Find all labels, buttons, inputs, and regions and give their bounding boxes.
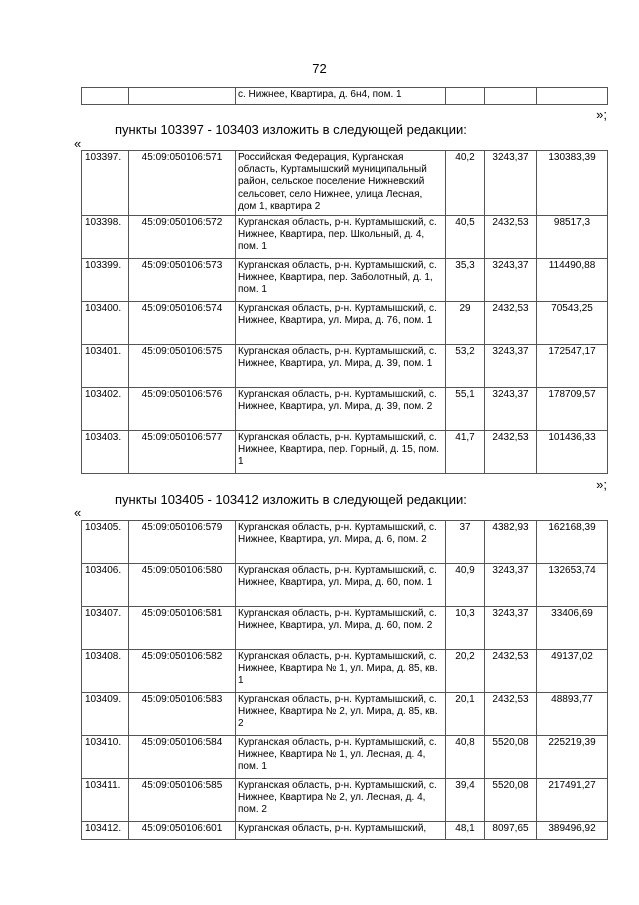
cell-value: 132653,74 <box>537 564 608 607</box>
cell-area: 40,5 <box>446 216 485 259</box>
cell-address: Курганская область, р-н. Куртамышский, с. Нижнее, Квартира, пер. Горный, д. 15, пом. 1 <box>236 431 446 474</box>
cell-address: Курганская область, р-н. Куртамышский, с. Нижнее, Квартира, пер. Заболотный, д. 1, пом. 1 <box>236 259 446 302</box>
cell-area: 39,4 <box>446 779 485 822</box>
table-row <box>82 650 608 693</box>
table-row <box>82 259 608 302</box>
cell-cadastral: 45:09:050106:571 <box>129 151 236 216</box>
cell-area: 37 <box>446 521 485 564</box>
cell-number: 103409. <box>82 693 129 736</box>
cell-rate: 2432,53 <box>485 693 537 736</box>
cell-cadastral: 45:09:050106:580 <box>129 564 236 607</box>
cell-area: 40,8 <box>446 736 485 779</box>
cell-rate: 2432,53 <box>485 302 537 345</box>
cell-rate: 3243,37 <box>485 151 537 216</box>
cell-cadastral: 45:09:050106:576 <box>129 388 236 431</box>
table-row <box>82 88 608 105</box>
table-row <box>82 345 608 388</box>
cell-address: Курганская область, р-н. Куртамышский, с. Нижнее, Квартира № 1, ул. Лесная, д. 4, пом. 1 <box>236 736 446 779</box>
cell-number: 103402. <box>82 388 129 431</box>
cell-address: Курганская область, р-н. Куртамышский, с. Нижнее, Квартира, ул. Мира, д. 60, пом. 1 <box>236 564 446 607</box>
cell-value: 130383,39 <box>537 151 608 216</box>
table-row <box>82 693 608 736</box>
cell-address: Курганская область, р-н. Куртамышский, с. Нижнее, Квартира, ул. Мира, д. 60, пом. 2 <box>236 607 446 650</box>
cell-cadastral: 45:09:050106:574 <box>129 302 236 345</box>
opening-quote: « <box>74 136 82 151</box>
closing-quote: »; <box>596 107 607 122</box>
cell-address: Курганская область, р-н. Куртамышский, с. Нижнее, Квартира, ул. Мира, д. 39, пом. 2 <box>236 388 446 431</box>
top-fragment-table <box>81 87 608 105</box>
cell-cadastral <box>129 88 236 105</box>
cell-area: 20,1 <box>446 693 485 736</box>
cell-address: Курганская область, р-н. Куртамышский, с. Нижнее, Квартира № 1, ул. Мира, д. 85, кв. 1 <box>236 650 446 693</box>
cell-value: 162168,39 <box>537 521 608 564</box>
cell-rate: 3243,37 <box>485 345 537 388</box>
cell-area: 29 <box>446 302 485 345</box>
cell-number: 103403. <box>82 431 129 474</box>
cell-cadastral: 45:09:050106:601 <box>129 822 236 840</box>
cell-area: 20,2 <box>446 650 485 693</box>
cell-address: Курганская область, р-н. Куртамышский, с. Нижнее, Квартира № 2, ул. Мира, д. 85, кв. 2 <box>236 693 446 736</box>
cell-number: 103411. <box>82 779 129 822</box>
cell-rate: 3243,37 <box>485 564 537 607</box>
registry-table <box>81 150 608 474</box>
cell-value: 70543,25 <box>537 302 608 345</box>
cell-address: Курганская область, р-н. Куртамышский, с. Нижнее, Квартира, ул. Мира, д. 6, пом. 2 <box>236 521 446 564</box>
cell-rate: 4382,93 <box>485 521 537 564</box>
table-row <box>82 521 608 564</box>
cell-cadastral: 45:09:050106:583 <box>129 693 236 736</box>
table-row <box>82 302 608 345</box>
table-row <box>82 822 608 840</box>
cell-address: Курганская область, р-н. Куртамышский, с. Нижнее, Квартира № 2, ул. Лесная, д. 4, пом. 2 <box>236 779 446 822</box>
table-row <box>82 607 608 650</box>
closing-quote: »; <box>596 477 607 492</box>
section-instruction: пункты 103397 - 103403 изложить в следующей редакции: <box>115 122 467 137</box>
cell-cadastral: 45:09:050106:575 <box>129 345 236 388</box>
cell-area: 40,2 <box>446 151 485 216</box>
table-row <box>82 151 608 216</box>
cell-rate: 5520,08 <box>485 779 537 822</box>
cell-number <box>82 88 129 105</box>
cell-area: 10,3 <box>446 607 485 650</box>
cell-value: 48893,77 <box>537 693 608 736</box>
table-row <box>82 216 608 259</box>
cell-cadastral: 45:09:050106:584 <box>129 736 236 779</box>
cell-rate: 8097,65 <box>485 822 537 840</box>
cell-address: Курганская область, р-н. Куртамышский, с. Нижнее, Квартира, пер. Школьный, д. 4, пом. 1 <box>236 216 446 259</box>
cell-number: 103407. <box>82 607 129 650</box>
cell-area: 53,2 <box>446 345 485 388</box>
cell-address: Курганская область, р-н. Куртамышский, с. Нижнее, Квартира, ул. Мира, д. 39, пом. 1 <box>236 345 446 388</box>
table-row <box>82 736 608 779</box>
cell-number: 103408. <box>82 650 129 693</box>
cell-address: Российская Федерация, Курганская область, Куртамышский муниципальный район, сельское поселение Нижневский сельсовет, село Нижнее, улица Лесная, дом 1, квартира 2 <box>236 151 446 216</box>
cell-value: 172547,17 <box>537 345 608 388</box>
cell-number: 103410. <box>82 736 129 779</box>
cell-area <box>446 88 485 105</box>
cell-area: 35,3 <box>446 259 485 302</box>
cell-rate: 2432,53 <box>485 650 537 693</box>
registry-table <box>81 520 608 840</box>
cell-area: 41,7 <box>446 431 485 474</box>
cell-value: 178709,57 <box>537 388 608 431</box>
cell-value: 49137,02 <box>537 650 608 693</box>
table-row <box>82 564 608 607</box>
cell-value: 114490,88 <box>537 259 608 302</box>
cell-rate <box>485 88 537 105</box>
page-number: 72 <box>312 61 327 76</box>
cell-number: 103397. <box>82 151 129 216</box>
cell-number: 103405. <box>82 521 129 564</box>
cell-number: 103400. <box>82 302 129 345</box>
cell-number: 103406. <box>82 564 129 607</box>
cell-address: с. Нижнее, Квартира, д. 6н4, пом. 1 <box>236 88 446 105</box>
cell-value: 389496,92 <box>537 822 608 840</box>
cell-cadastral: 45:09:050106:579 <box>129 521 236 564</box>
cell-number: 103399. <box>82 259 129 302</box>
cell-value: 217491,27 <box>537 779 608 822</box>
section-instruction: пункты 103405 - 103412 изложить в следующей редакции: <box>115 492 467 507</box>
cell-value: 33406,69 <box>537 607 608 650</box>
cell-rate: 5520,08 <box>485 736 537 779</box>
cell-value <box>537 88 608 105</box>
cell-address: Курганская область, р-н. Куртамышский, с. Нижнее, Квартира, ул. Мира, д. 76, пом. 1 <box>236 302 446 345</box>
cell-area: 48,1 <box>446 822 485 840</box>
cell-value: 101436,33 <box>537 431 608 474</box>
cell-cadastral: 45:09:050106:572 <box>129 216 236 259</box>
cell-cadastral: 45:09:050106:577 <box>129 431 236 474</box>
cell-number: 103412. <box>82 822 129 840</box>
cell-rate: 2432,53 <box>485 216 537 259</box>
cell-rate: 3243,37 <box>485 259 537 302</box>
cell-rate: 2432,53 <box>485 431 537 474</box>
cell-rate: 3243,37 <box>485 388 537 431</box>
table-row <box>82 431 608 474</box>
cell-cadastral: 45:09:050106:582 <box>129 650 236 693</box>
cell-value: 225219,39 <box>537 736 608 779</box>
cell-cadastral: 45:09:050106:585 <box>129 779 236 822</box>
cell-address: Курганская область, р-н. Куртамышский, <box>236 822 446 840</box>
cell-cadastral: 45:09:050106:581 <box>129 607 236 650</box>
cell-area: 55,1 <box>446 388 485 431</box>
cell-rate: 3243,37 <box>485 607 537 650</box>
cell-area: 40,9 <box>446 564 485 607</box>
table-row <box>82 779 608 822</box>
cell-value: 98517,3 <box>537 216 608 259</box>
opening-quote: « <box>74 505 82 520</box>
cell-cadastral: 45:09:050106:573 <box>129 259 236 302</box>
table-row <box>82 388 608 431</box>
cell-number: 103401. <box>82 345 129 388</box>
cell-number: 103398. <box>82 216 129 259</box>
